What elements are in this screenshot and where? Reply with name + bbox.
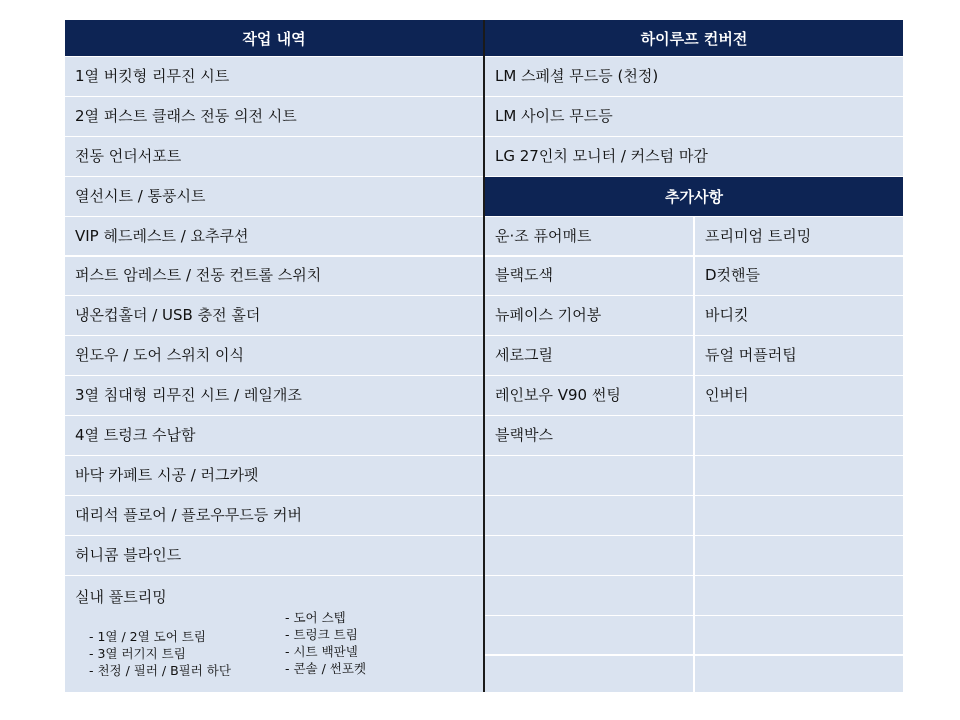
trim-sub-item: - 트렁크 트림 bbox=[285, 626, 358, 642]
work-item-row bbox=[65, 536, 483, 575]
extra-item-left bbox=[485, 456, 693, 495]
cell-text: 열선시트 / 통풍시트 bbox=[75, 186, 206, 205]
work-item-row bbox=[65, 376, 483, 415]
cell-text: LM 사이드 무드등 bbox=[495, 106, 613, 125]
extra-item-right bbox=[695, 336, 903, 375]
extra-item-left bbox=[485, 616, 693, 655]
cell-text: D컷핸들 bbox=[705, 266, 761, 285]
cell-text: 바닥 카페트 시공 / 러그카펫 bbox=[75, 465, 259, 484]
cell-text: 운·조 퓨어매트 bbox=[495, 226, 592, 245]
cell-text: 블랙박스 bbox=[495, 426, 553, 445]
work-item-row bbox=[65, 217, 483, 256]
work-item-row bbox=[65, 496, 483, 535]
work-item-row bbox=[65, 137, 483, 176]
cell-text: 뉴페이스 기어봉 bbox=[495, 306, 602, 325]
cell-text: 냉온컵홀더 / USB 충전 홀더 bbox=[75, 306, 261, 325]
work-item-row bbox=[65, 456, 483, 495]
extra-item-left bbox=[485, 257, 693, 296]
extra-item-right bbox=[695, 536, 903, 575]
conversion-item-row bbox=[485, 57, 903, 96]
extra-item-right bbox=[695, 616, 903, 655]
extra-item-right bbox=[695, 576, 903, 615]
cell-text: 윈도우 / 도어 스위치 이식 bbox=[75, 346, 245, 365]
extra-item-left bbox=[485, 336, 693, 375]
extra-item-left bbox=[485, 217, 693, 256]
cell-text: 퍼스트 암레스트 / 전동 컨트롤 스위치 bbox=[75, 266, 322, 285]
cell-text: 대리석 플로어 / 플로우무드등 커버 bbox=[75, 505, 302, 524]
cell-text: 인버터 bbox=[705, 386, 749, 405]
cell-text: VIP 헤드레스트 / 요추쿠션 bbox=[75, 226, 249, 245]
cell-text: 전동 언더서포트 bbox=[75, 146, 182, 165]
work-item-row bbox=[65, 257, 483, 296]
cell-text: 1열 버킷형 리무진 시트 bbox=[75, 66, 230, 85]
cell-text: 바디킷 bbox=[705, 306, 749, 325]
cell-text: 작업 내역 bbox=[242, 29, 306, 48]
extra-item-right bbox=[695, 296, 903, 335]
cell-text: 세로그릴 bbox=[495, 346, 553, 365]
extra-item-right bbox=[695, 416, 903, 455]
extra-item-left bbox=[485, 656, 693, 693]
header-hiroof-conversion bbox=[485, 20, 903, 56]
work-item-row bbox=[65, 296, 483, 335]
trim-sub-item: - 1열 / 2열 도어 트림 bbox=[89, 628, 206, 644]
work-item-row bbox=[65, 336, 483, 375]
cell-text: 3열 침대형 리무진 시트 / 레일개조 bbox=[75, 386, 302, 405]
cell-text: 듀얼 머플러팁 bbox=[705, 346, 797, 365]
extra-item-left bbox=[485, 536, 693, 575]
cell-text: 하이루프 컨버전 bbox=[640, 29, 748, 48]
cell-text: 2열 퍼스트 클래스 전동 의전 시트 bbox=[75, 106, 297, 125]
trim-sub-item: - 3열 러기지 트림 bbox=[89, 645, 186, 661]
extra-item-left bbox=[485, 576, 693, 615]
trim-title: 실내 풀트리밍 bbox=[75, 587, 167, 606]
header-work-list bbox=[65, 20, 483, 56]
extra-item-right bbox=[695, 456, 903, 495]
extra-item-right bbox=[695, 376, 903, 415]
cell-text: 레인보우 V90 썬팅 bbox=[495, 386, 621, 405]
full-trimming-block bbox=[65, 576, 483, 692]
work-item-row bbox=[65, 97, 483, 136]
cell-text: 추가사항 bbox=[665, 187, 723, 206]
extra-item-right bbox=[695, 257, 903, 296]
work-item-row bbox=[65, 177, 483, 216]
extra-item-left bbox=[485, 296, 693, 335]
extra-item-right bbox=[695, 656, 903, 693]
column-divider bbox=[483, 20, 485, 692]
conversion-item-row bbox=[485, 137, 903, 176]
cell-text: 4열 트렁크 수납함 bbox=[75, 426, 196, 445]
cell-text: 블랙도색 bbox=[495, 266, 553, 285]
trim-sub-item: - 콘솔 / 썬포켓 bbox=[285, 660, 367, 676]
trim-sub-item: - 천정 / 필러 / B필러 하단 bbox=[89, 662, 231, 678]
conversion-item-row bbox=[485, 97, 903, 136]
cell-text: LM 스페셜 무드등 (천정) bbox=[495, 66, 659, 85]
extra-item-right bbox=[695, 496, 903, 535]
trim-sub-item: - 도어 스텝 bbox=[285, 609, 346, 625]
work-item-row bbox=[65, 416, 483, 455]
header-extras bbox=[485, 177, 903, 216]
extra-item-left bbox=[485, 496, 693, 535]
cell-text: LG 27인치 모니터 / 커스텀 마감 bbox=[495, 146, 708, 165]
cell-text: 허니콤 블라인드 bbox=[75, 545, 182, 564]
work-item-row bbox=[65, 57, 483, 96]
extra-item-left bbox=[485, 376, 693, 415]
extra-item-left bbox=[485, 416, 693, 455]
extra-item-right bbox=[695, 217, 903, 256]
cell-text: 프리미엄 트리밍 bbox=[705, 226, 812, 245]
trim-sub-item: - 시트 백판넬 bbox=[285, 643, 358, 659]
